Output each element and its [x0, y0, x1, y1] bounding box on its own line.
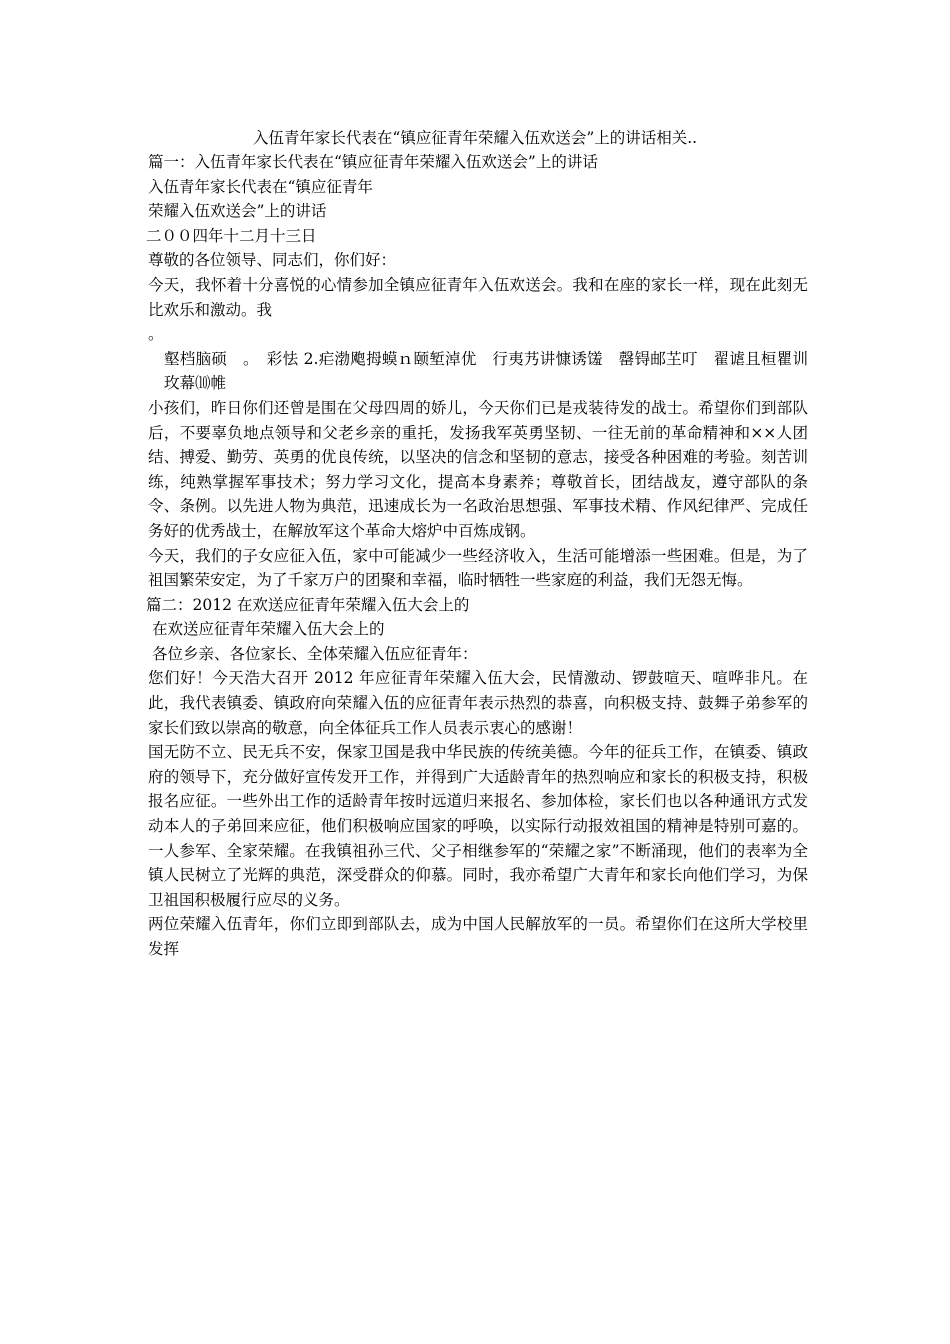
paragraph-sacrifice: 今天，我们的子女应征入伍，家中可能减少一些经济收入，生活可能增添一些困难。但是，为了祖国繁荣安定，为了千家万户的团聚和幸福，临时牺牲一些家庭的利益，我们无怨无悔。 — [148, 546, 808, 590]
document-title: 入伍青年家长代表在“镇应征青年荣耀入伍欢送会”上的讲话相关.. — [252, 129, 698, 147]
paragraph-children: 小孩们，昨日你们还曾是围在父母四周的娇儿，今天你们已是戎装待发的战士。希望你们到部队后，不要辜负地点领导和父老乡亲的重托，发扬我军英勇坚韧、一往无前的革命精神和××人团结、搏爱、勤劳、英勇的优良传统，以坚决的信念和坚韧的意志，接受各种困难的考验。刻苦训练，纯熟掌握军事技术；努力学习文化，提高本身素养；尊敬首长，团结战友，遵守部队的条令、条例。以先进人物为典范，迅速成长为一名政治思想强、军事技术精、作风纪律严、完成任务好的优秀战士，在解放军这个革命大熔炉中百炼成钢。 — [148, 398, 808, 540]
speech-two-title: 在欢送应征青年荣耀入伍大会上的 — [152, 620, 385, 639]
document-body — [146, 150, 808, 962]
paragraph-greeting: 您们好！今天浩大召开 2012 年应征青年荣耀入伍大会，民情激动、锣鼓喧天、喧哗非凡。在此，我代表镇委、镇政府向荣耀入伍的应征青年表示热烈的恭喜，向积极支持、鼓舞子弟参军的家长们致以崇高的敬意，向全体征兵工作人员表示衷心的感谢！ — [148, 669, 808, 737]
speech-title-line-1: 入伍青年家长代表在“镇应征青年 — [148, 177, 373, 196]
section-two-heading: 篇二：2012 在欢送应征青年荣耀入伍大会上的 — [146, 595, 470, 614]
paragraph-garbled: 壑档脑硕 。 彩怯 2.疟渤飑拇蟆ｎ颐堑淖优 行夷艿讲慷诱馐 罄锝邮芏叮 翟谑且桓瞿训玫幕⑽帷 — [164, 349, 808, 393]
paragraph-period: 。 — [148, 325, 164, 344]
speech-two-salutation: 各位乡亲、各位家长、全体荣耀入伍应征青年： — [152, 644, 478, 663]
speech-date: 二００四年十二月十三日 — [146, 226, 317, 245]
paragraph-national-defense: 国无防不立、民无兵不安，保家卫国是我中华民族的传统美德。今年的征兵工作，在镇委、镇政府的领导下，充分做好宣传发开工作，并得到广大适龄青年的热烈响应和家长的积极支持，积极报名应征。一些外出工作的适龄青年按时远道归来报名、参加体检，家长们也以各种通讯方式发动本人的子弟回来应征，他们积极响应国家的呼唤，以实际行动报效祖国的精神是特别可嘉的。一人参军、全家荣耀。在我镇祖孙三代、父子相继参军的“荣耀之家”不断涌现，他们的表率为全镇人民树立了光辉的典范，深受群众的仰慕。同时，我亦希望广大青年和家长向他们学习，为保卫祖国积极履行应尽的义务。 — [148, 743, 808, 909]
speech-title-line-2: 荣耀入伍欢送会”上的讲话 — [148, 202, 327, 221]
paragraph-closing: 两位荣耀入伍青年，你们立即到部队去，成为中国人民解放军的一员。希望你们在这所大学校里发挥 — [148, 915, 808, 958]
paragraph-opening: 今天，我怀着十分喜悦的心情参加全镇应征青年入伍欢送会。我和在座的家长一样，现在此刻无比欢乐和激动。我 — [148, 275, 808, 319]
section-one-heading: 篇一：入伍青年家长代表在“镇应征青年荣耀入伍欢送会”上的讲话 — [148, 153, 598, 171]
salutation: 尊敬的各位领导、同志们，你们好： — [148, 251, 397, 270]
